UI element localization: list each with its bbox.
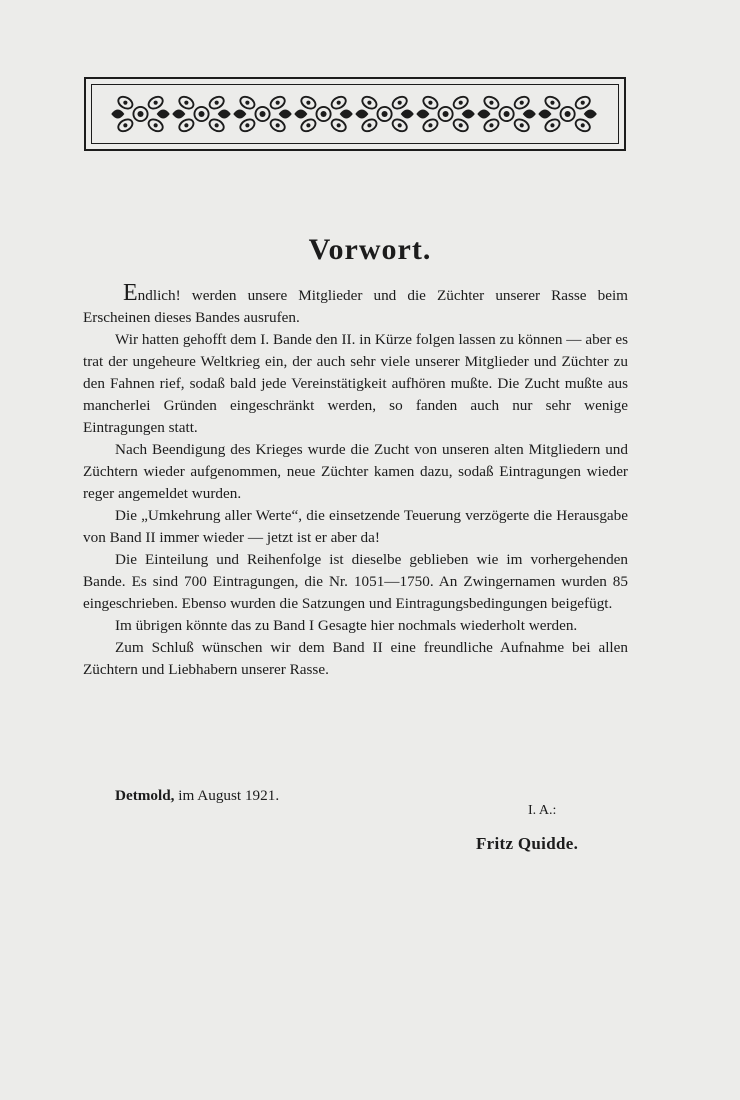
paragraph-3: Nach Beendigung des Krieges wurde die Zucht von unseren alten Mitgliedern und Züchtern wieder aufgenommen, neue Züchter kamen dazu, sodaß Eintragungen wieder reger angemeldet wurden. <box>83 441 628 502</box>
place-name: Detmold, <box>115 787 175 804</box>
rose-motif-icon <box>478 94 535 133</box>
rose-motif-icon <box>539 94 596 133</box>
paragraph-1-text: ndlich! werden unsere Mitglieder und die Züchter unserer Rasse beim Erscheinen dieses Bandes ausrufen. <box>83 287 628 326</box>
on-behalf-label: I. A.: <box>528 803 557 818</box>
paragraph-2: Wir hatten gehofft dem I. Bande den II. in Kürze folgen lassen zu können — aber es trat der ungeheure Weltkrieg ein, der auch sehr viele unserer Mitglieder und Züchter zu den Fahnen rief, sodaß bald jede Vereinstätigkeit aufhören mußte. Die Zucht mußte aus mancherlei Gründen eingeschränkt werden, so fanden auch nur sehr wenige Eintragungen statt. <box>83 331 628 436</box>
paragraph-7: Zum Schluß wünschen wir dem Band II eine freundliche Aufnahme bei allen Züchtern und Liebhabern unserer Rasse. <box>83 639 628 678</box>
paragraph-5: Die Einteilung und Reihenfolge ist dieselbe geblieben wie im vorhergehenden Bande. Es sind 700 Eintragungen, die Nr. 1051—1750. An Zwingernamen wurden 85 eingeschrieben. Ebenso wurden die Satzungen und Eintragungsbedingungen beigefügt. <box>83 551 628 612</box>
preface-body <box>83 282 628 681</box>
initial-letter: E <box>123 280 138 306</box>
rose-motif-icon <box>295 94 352 133</box>
signature-name: Fritz Quidde. <box>476 834 579 853</box>
paragraph-6: Im übrigen könnte das zu Band I Gesagte hier nochmals wiederholt werden. <box>115 617 578 634</box>
rose-motif-icon <box>112 94 169 133</box>
rose-motif-icon <box>234 94 291 133</box>
page-title: Vorwort. <box>308 233 432 266</box>
decorative-header-border <box>84 77 626 151</box>
rose-ornament-icon <box>86 79 624 149</box>
rose-motif-icon <box>173 94 230 133</box>
rose-motif-icon <box>417 94 474 133</box>
paragraph-1 <box>83 282 628 329</box>
place-date-line <box>115 787 279 805</box>
date-text: im August 1921. <box>174 787 280 804</box>
paragraph-4: Die „Umkehrung aller Werte“, die einsetzende Teuerung verzögerte die Herausgabe von Band II immer wieder — jetzt ist er aber da! <box>83 507 628 546</box>
rose-motif-icon <box>356 94 413 133</box>
